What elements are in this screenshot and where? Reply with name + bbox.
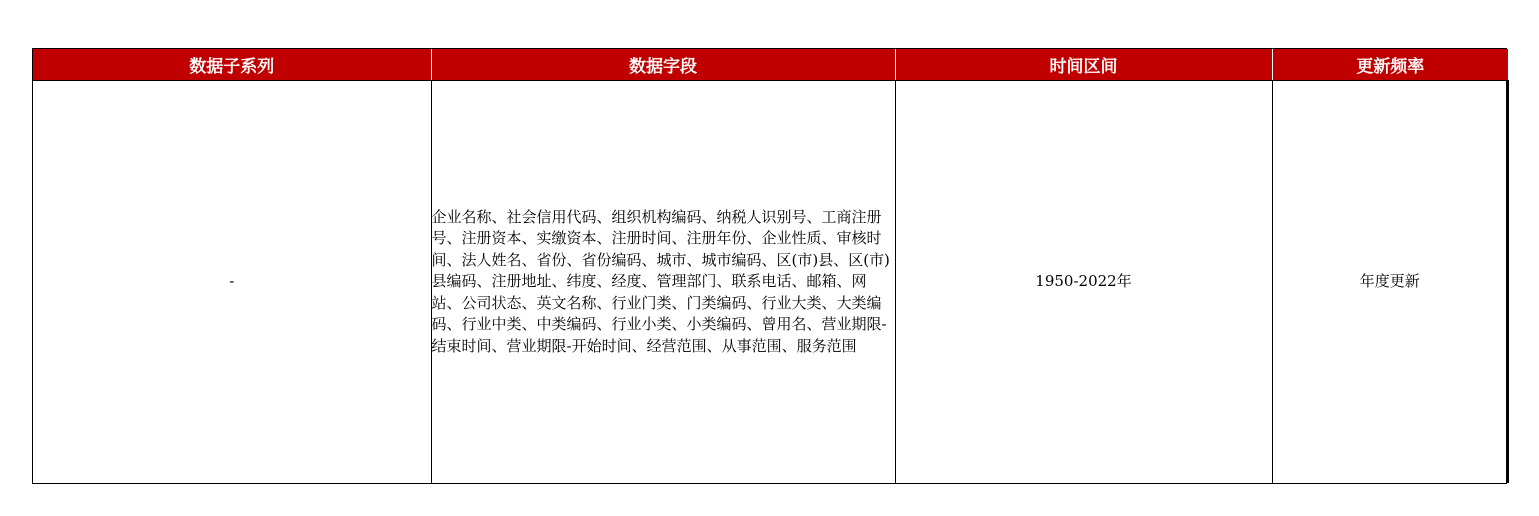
cell-fields: 企业名称、社会信用代码、组织机构编码、纳税人识别号、工商注册号、注册资本、实缴资本、注册时间、注册年份、企业性质、审核时间、法人姓名、省份、省份编码、城市、城市编码、区(市)县、区(市)县编码、注册地址、纬度、经度、管理部门、联系电话、邮箱、网站、公司状态、英文名称、行业门类、门类编码、行业大类、大类编码、行业中类、中类编码、行业小类、小类编码、曾用名、营业期限-结束时间、营业期限-开始时间、经营范围、从事范围、服务范围 — [431, 81, 895, 484]
cell-sub-series: - — [33, 81, 431, 484]
header-fields: 数据字段 — [431, 49, 895, 81]
header-sub-series: 数据子系列 — [33, 49, 431, 81]
cell-update-frequency: 年度更新 — [1272, 81, 1508, 484]
cell-time-range: 1950-2022年 — [895, 81, 1272, 484]
table-row — [33, 81, 1508, 484]
data-table-container — [32, 48, 1507, 484]
table-header-row — [33, 49, 1508, 81]
data-table — [33, 49, 1509, 483]
header-time-range: 时间区间 — [895, 49, 1272, 81]
header-update-frequency: 更新频率 — [1272, 49, 1508, 81]
